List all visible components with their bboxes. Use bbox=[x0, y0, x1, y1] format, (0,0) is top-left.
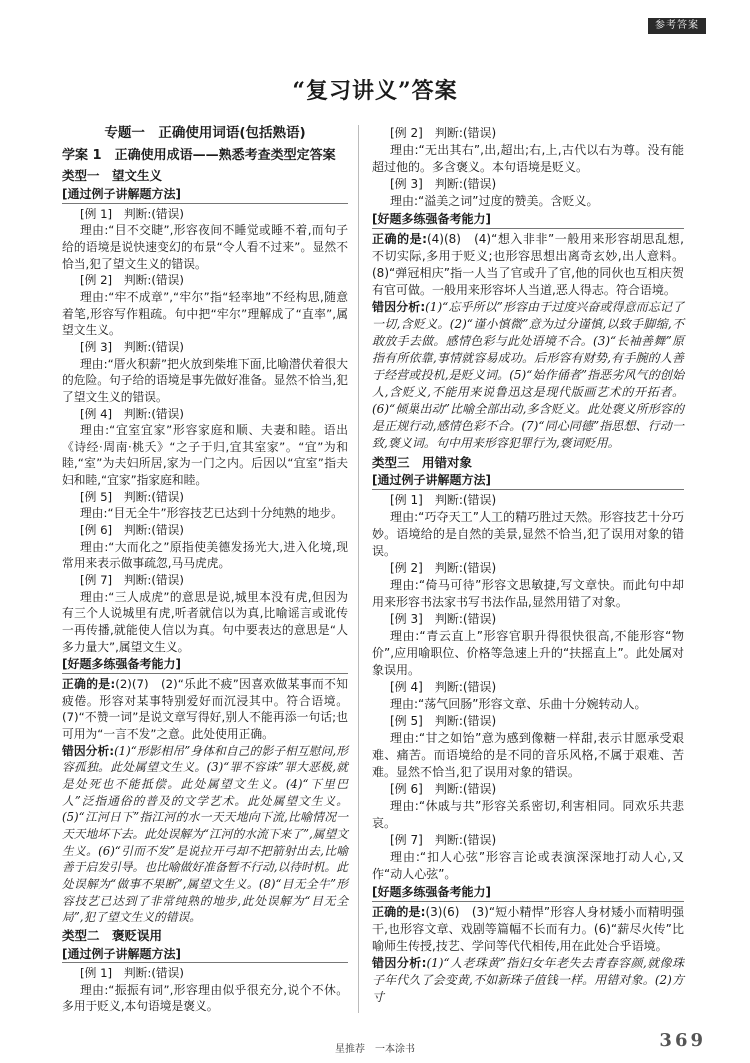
error-text: (1)“人老珠黄”指妇女年老失去青春容颜,就像珠子年代久了会变黄,不如新珠子值钱一样。用错对象。(2)方寸 bbox=[372, 956, 684, 1004]
left-column bbox=[62, 125, 348, 1015]
reason-text: 理由:“荡气回肠”形容文章、乐曲十分婉转动人。 bbox=[390, 697, 647, 711]
error-text: (1)“形影相吊”身体和自己的影子相互慰问,形容孤独。此处属望文生义。(3)“罪不容诛”罪大恶极,就是处死也不能抵偿。此处属望文生义。(4)“下里巴人”泛指通俗的普及的文学艺术。此处属望文生义。(5)“江河日下”指江河的水一天天地向下流,比喻情况一天天地坏下去。此处误解为“江河的水流下来了”,属望文生义。(6)“引而不发”是说拉开弓却不把箭射出去,比喻善于启发引导。也比喻做好准备暂不行动,以待时机。此处误解为“做事不果断”,属望文生义。(8)“目无全牛”形容技艺已达到了非常纯熟的地步,此处误解为“目无全局”,犯了望文生义的错误。 bbox=[62, 743, 348, 925]
type2-heading: 类型二 褒贬误用 bbox=[62, 927, 163, 943]
example-label: [例 6] 判断:(错误) bbox=[80, 523, 185, 538]
reason-text: 理由:“目不交睫”,形容夜间不睡觉或睡不着,而句子给的语境是说快速变幻的布景“令人看不过来”。显然不恰当,犯了望文生义的错误。 bbox=[62, 223, 348, 271]
example-label: [例 5] 判断:(错误) bbox=[80, 489, 185, 504]
reason-text: 理由:“倚马可待”形容文思敏捷,写文章快。而此句中却用来形容书法家书写书法作品,显然用错了对象。 bbox=[372, 578, 684, 609]
correct-answer bbox=[372, 904, 684, 955]
section-label: [好题多练强备考能力] bbox=[62, 656, 348, 674]
column-divider bbox=[358, 125, 359, 1013]
reason-text: 理由:“宜室宜家”形容家庭和顺、夫妻和睦。语出《诗经·周南·桃夭》“之子于归,宜其室家”。“宜”为和睦,“室”为夫妇所居,家为一门之内。后因以“宜室”指夫妇和睦,“宜家”指家庭和睦。 bbox=[62, 423, 348, 488]
example-label: [例 7] 判断:(错误) bbox=[80, 573, 185, 588]
section-label: [通过例子讲解题方法] bbox=[62, 186, 348, 204]
error-analysis bbox=[372, 955, 684, 1006]
example-label: [例 4] 判断:(错误) bbox=[80, 406, 185, 421]
correct-label: 正确的是: bbox=[372, 905, 426, 919]
topic-heading: 专题一 正确使用词语(包括熟语) bbox=[104, 125, 306, 141]
reason-text: 理由:“振振有词”,形容理由似乎很充分,说个不休。多用于贬义,本句语境是褒义。 bbox=[62, 982, 348, 1014]
right-column bbox=[372, 125, 684, 1006]
section-tag: 参考答案 bbox=[648, 18, 706, 34]
reason-text: 理由:“无出其右”,出,超出;右,上,古代以右为尊。没有能超过他的。多含褒义。本句语境是贬义。 bbox=[372, 143, 684, 174]
example-label: [例 1] 判断:(错误) bbox=[80, 206, 185, 221]
correct-answer bbox=[372, 231, 684, 299]
section-label: [通过例子讲解题方法] bbox=[372, 472, 684, 490]
error-label: 错因分析: bbox=[372, 300, 426, 314]
reason-text: 理由:“牢不成章”,“牢尔”指“轻率地”不经构思,随意着笔,形容写作粗疏。句中把“牢尔”理解成了“直率”,属望文生义。 bbox=[62, 289, 348, 338]
reason-text: 理由:“扣人心弦”形容言论或表演深深地打动人心,又作“动人心弦”。 bbox=[372, 850, 684, 881]
case-heading: 学案 1 正确使用成语——熟悉考查类型定答案 bbox=[62, 147, 336, 163]
example-label: [例 6] 判断:(错误) bbox=[390, 782, 497, 796]
example-label: [例 1] 判断:(错误) bbox=[80, 966, 185, 981]
example-label: [例 3] 判断:(错误) bbox=[390, 612, 497, 626]
section-label: [好题多练强备考能力] bbox=[372, 884, 684, 902]
page-number: 369 bbox=[659, 1030, 706, 1051]
example-label: [例 2] 判断:(错误) bbox=[390, 126, 497, 140]
reason-text: 理由:“目无全牛”形容技艺已达到十分纯熟的地步。 bbox=[80, 506, 343, 521]
correct-answer bbox=[62, 676, 348, 743]
correct-label: 正确的是: bbox=[62, 677, 116, 691]
error-label: 错因分析: bbox=[62, 743, 115, 758]
section-label: [好题多练强备考能力] bbox=[372, 211, 684, 229]
example-label: [例 3] 判断:(错误) bbox=[390, 177, 497, 191]
correct-text: (2)(7) (2)“乐此不疲”因喜欢做某事而不知疲倦。形容对某事特别爱好而沉浸其中。符合语境。(7)“不赞一词”是说文章写得好,别人不能再添一句话;也可用为“一言不发”之意。此处使用正确。 bbox=[62, 677, 349, 741]
type3-heading: 类型三 用错对象 bbox=[372, 455, 473, 470]
reason-text: 理由:“休戚与共”形容关系密切,利害相同。同欢乐共悲哀。 bbox=[372, 799, 684, 830]
example-label: [例 4] 判断:(错误) bbox=[390, 680, 497, 694]
example-label: [例 5] 判断:(错误) bbox=[390, 714, 497, 728]
example-label: [例 7] 判断:(错误) bbox=[390, 833, 497, 847]
reason-text: 理由:“巧夺天工”人工的精巧胜过天然。形容技艺十分巧妙。语境给的是自然的美景,显然不恰当,犯了误用对象的错误。 bbox=[372, 510, 684, 558]
example-label: [例 3] 判断:(错误) bbox=[80, 339, 185, 354]
error-analysis bbox=[62, 743, 348, 926]
section-label: [通过例子讲解题方法] bbox=[62, 946, 348, 964]
page-title: “复习讲义”答案 bbox=[292, 78, 458, 104]
reason-text: 理由:“大而化之”原指使美德发扬光大,进入化境,现常用来表示做事疏忽,马马虎虎。 bbox=[62, 539, 348, 571]
reason-text: 理由:“厝火积薪”把火放到柴堆下面,比喻潜伏着很大的危险。句子给的语境是事先做好准备。显然不恰当,犯了望文生义的错误。 bbox=[62, 356, 348, 404]
error-label: 错因分析: bbox=[372, 956, 427, 970]
correct-text: (3)(6) (3)“短小精悍”形容人身材矮小而精明强干,也形容文章、戏剧等篇幅不长而有力。(6)“薪尽火传”比喻师生传授,技艺、学问等代代相传,用在此处合乎语境。 bbox=[372, 905, 684, 953]
reason-text: 理由:“青云直上”形容官职升得很快很高,不能形容“物价”,应用喻职位、价格等急速上升的“扶摇直上”。此处属对象误用。 bbox=[372, 629, 684, 677]
correct-label: 正确的是: bbox=[372, 232, 427, 246]
example-label: [例 2] 判断:(错误) bbox=[80, 273, 185, 288]
error-analysis bbox=[372, 299, 684, 452]
reason-text: 理由:“甘之如饴”意为感到像糖一样甜,表示甘愿承受艰难、痛苦。而语境给的是不同的音乐风格,不属于艰难、苦难。显然不恰当,犯了误用对象的错误。 bbox=[372, 731, 684, 779]
page-footer: 星推荐 一本涂书 bbox=[335, 1044, 415, 1055]
reason-text: 理由:“三人成虎”的意思是说,城里本没有虎,但因为有三个人说城里有虎,听者就信以为真,比喻谣言或讹传一再传播,就能使人信以为真。句中要表达的意思是“人多力量大”,属望文生义。 bbox=[62, 589, 348, 654]
example-label: [例 2] 判断:(错误) bbox=[390, 561, 497, 575]
example-label: [例 1] 判断:(错误) bbox=[390, 493, 497, 507]
type1-heading: 类型一 望文生义 bbox=[62, 168, 163, 184]
correct-text: (4)(8) (4)“想入非非”一般用来形容胡思乱想,不切实际,多用于贬义;也形容思想出离奇玄妙,出人意料。(8)“弹冠相庆”指一人当了官或升了官,他的同伙也互相庆贺有官可做。一般用来形容坏人当道,恶人得志。符合语境。 bbox=[372, 232, 684, 297]
error-text: (1)“忘乎所以”形容由于过度兴奋或得意而忘记了一切,含贬义。(2)“谨小慎微”意为过分谨慎,以致手脚缩,不敢放手去做。感情色彩与此处语境不合。(3)“长袖善舞”原指有所依靠,事情就容易成功。后形容有财势,有手腕的人善于经营或投机,是贬义词。(5)“始作俑者”指恶劣风气的创始人,含贬义,不能用来说鲁迅这是现代版画艺术的开拓者。(6)“倾巢出动”比喻全部出动,多含贬义。此处褒义所形容的是正规行动,感情色彩不合。(7)“同心同德”指思想、行动一致,褒义词。句中用来形容犯罪行为,褒词贬用。 bbox=[372, 300, 684, 450]
reason-text: 理由:“溢美之词”过度的赞美。含贬义。 bbox=[390, 194, 599, 208]
